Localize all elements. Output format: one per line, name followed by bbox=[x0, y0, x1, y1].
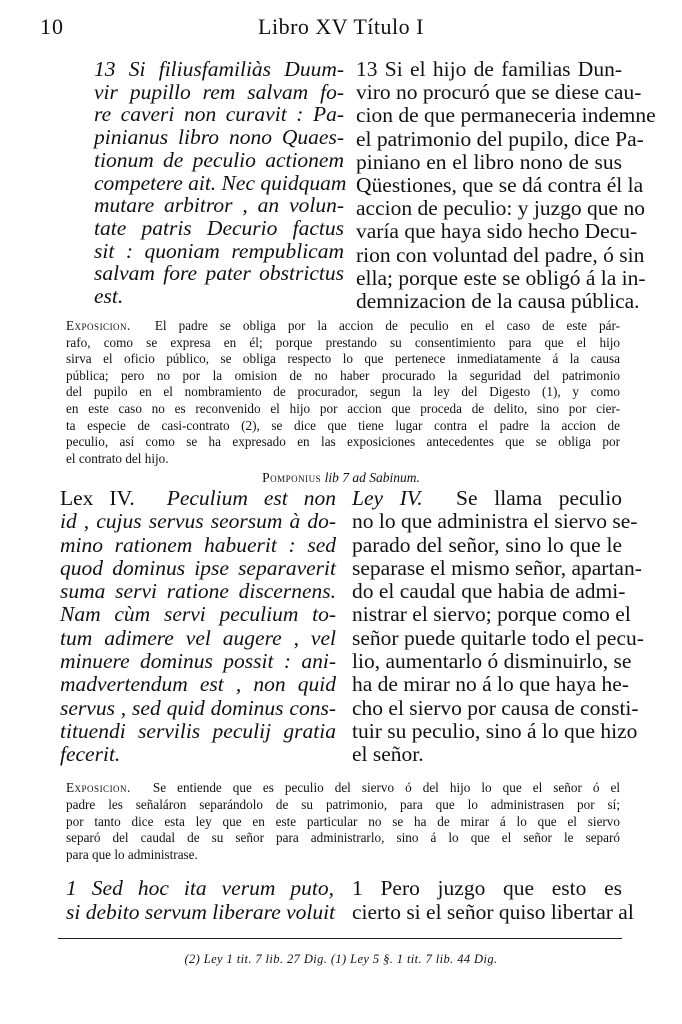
latin-line: est. bbox=[94, 284, 124, 309]
section-1-latin bbox=[66, 876, 334, 924]
spanish-line: cho el siervo por causa de consti- bbox=[352, 695, 639, 720]
exposition-line: separó del caudal de su señor para administrarlo, sino á lo que el señor le separó bbox=[66, 830, 620, 846]
spanish-line: Qüestiones, que se dá contra él la bbox=[356, 173, 644, 198]
spanish-line: ella; porque este se obligó á la in- bbox=[356, 265, 646, 290]
latin-line: quod dominus ipse separaverit bbox=[60, 555, 336, 580]
exposition-line: en este caso no es reconvenido el hijo por accion que proceda de delito, sino por cier- bbox=[66, 400, 620, 416]
latin-line: tionum de peculio actionem bbox=[94, 147, 344, 172]
latin-line: tate patris Decurio factus bbox=[94, 215, 344, 240]
spanish-line: lio, aumentarlo ó disminuirlo, se bbox=[352, 649, 632, 674]
exposition-line: rafo, como se expresa en él; porque prestando su consentimiento para que el hijo bbox=[66, 334, 620, 350]
spanish-line: varía que haya sido hecho Decu- bbox=[356, 219, 638, 244]
exposition-line: sirva el oficio público, se obliga respecto lo que pertenece inmediatamente á la causa bbox=[66, 351, 620, 367]
spanish-line: el señor. bbox=[352, 742, 424, 767]
running-title: Libro XV Título I bbox=[258, 14, 424, 39]
latin-line: servus , sed quid dominus cons- bbox=[60, 695, 336, 720]
latin-line: mino rationem habuerit : sed bbox=[60, 532, 336, 557]
exposition-lex-4 bbox=[66, 780, 620, 864]
spanish-line: 13 Si el hijo de familias Dun- bbox=[356, 57, 622, 81]
latin-line: tum adimere vel augere , vel bbox=[60, 625, 336, 650]
latin-line: salvam fore pater obstrictus bbox=[94, 261, 344, 286]
spanish-line: parado del señor, sino lo que le bbox=[352, 532, 622, 557]
exposition-line: del pupilo en el nombramiento de procurador, segun la ley del Digesto (1), y como bbox=[66, 384, 620, 400]
spanish-line: nistrar el siervo; porque como el bbox=[352, 602, 631, 627]
latin-line: re caveri non curavit : Pa- bbox=[94, 102, 344, 127]
section-1-spanish bbox=[352, 876, 634, 924]
exposition-13 bbox=[66, 318, 620, 467]
exposition-text: Se entiende que es peculio del siervo ó del hijo lo que el señor ó el bbox=[152, 780, 620, 795]
spanish-line: el patrimonio del pupilo, dice Pa- bbox=[356, 126, 644, 151]
spanish-line: do el caudal que habia de admi- bbox=[352, 579, 626, 604]
latin-line: sit : quoniam rempublicam bbox=[94, 238, 344, 263]
spanish-line: cion de que permaneceria indemne bbox=[356, 103, 656, 128]
spanish-line: señor puede quitarle todo el pecu- bbox=[352, 625, 644, 650]
section-13-spanish bbox=[356, 57, 656, 314]
section-13-latin bbox=[94, 57, 347, 309]
spanish-line: no lo que administra el siervo se- bbox=[352, 509, 638, 534]
footnote: (2) Ley 1 tit. 7 lib. 27 Dig. (1) Ley 5 §. 1 tit. 7 lib. 44 Dig. bbox=[184, 952, 498, 966]
exposition-line: por tanto dice esta ley que en este particular no se ha de mirar á lo que el siervo bbox=[66, 813, 620, 829]
exposition-line bbox=[66, 318, 620, 335]
exposition-line: para que lo administrase. bbox=[66, 847, 198, 863]
latin-line bbox=[60, 487, 336, 510]
spanish-line: demnizacion de la causa pública. bbox=[356, 289, 640, 314]
spanish-line: cierto si el señor quiso libertar al bbox=[352, 900, 634, 924]
lex-4-spanish bbox=[352, 486, 644, 767]
law-heading-spanish: Ley IV. bbox=[352, 486, 423, 510]
spanish-line: ha de mirar no á lo que haya he- bbox=[352, 672, 629, 697]
latin-line: minuere dominus possit : ani- bbox=[60, 649, 336, 674]
exposition-line: pública; pero no por la omision de no haber procurado la seguridad del patrimonio bbox=[66, 367, 620, 383]
page-number: 10 bbox=[40, 14, 64, 39]
latin-line: Nam cùm servi peculium to- bbox=[60, 602, 336, 627]
spanish-line: 1 Pero juzgo que esto es bbox=[352, 876, 622, 900]
lex-4-latin bbox=[60, 487, 336, 767]
exposition-text: El padre se obliga por la accion de peculio en el caso de este pár- bbox=[154, 318, 620, 333]
exposition-line bbox=[66, 780, 620, 797]
spanish-line: piniano en el libro nono de sus bbox=[356, 149, 622, 174]
spanish-text: Se llama peculio bbox=[456, 486, 622, 510]
latin-line: id , cujus servus seorsum à do- bbox=[60, 509, 336, 534]
latin-line: tituendi servilis peculij gratia bbox=[60, 718, 336, 743]
source-author: Pomponius bbox=[262, 470, 322, 485]
spanish-line: rion con voluntad del padre, ó sin bbox=[356, 242, 645, 267]
spanish-line: viro no procuró que se diese cau- bbox=[356, 80, 642, 105]
exposition-line: peculio, así como se ha expresado en las exposiciones antecedentes que se obliga por bbox=[66, 434, 620, 450]
spanish-line: accion de peculio: y juzgo que no bbox=[356, 196, 645, 221]
latin-line: suma servi ratione discernens. bbox=[60, 579, 336, 604]
exposition-line: el contrato del hijo. bbox=[66, 450, 169, 466]
exposition-line: ta especie de casi-contrato (2), se dice que tiene lugar contra el padre la accion de bbox=[66, 417, 620, 433]
latin-text: Peculium est non bbox=[166, 486, 337, 510]
latin-line: si debito servum liberare voluit bbox=[66, 900, 336, 924]
source-work: lib 7 ad Sabinum. bbox=[324, 470, 420, 485]
latin-line: fecerit. bbox=[60, 742, 121, 767]
latin-line: pinianus libro nono Quaes- bbox=[94, 125, 344, 150]
spanish-line: tuir su peculio, sino á lo que hizo bbox=[352, 718, 638, 743]
source-attribution bbox=[0, 470, 682, 486]
exposition-label: Exposicion. bbox=[66, 780, 131, 795]
latin-line: vir pupillo rem salvam fo- bbox=[94, 79, 344, 104]
latin-line: madvertendum est , non quid bbox=[60, 672, 336, 697]
latin-line: competere ait. Nec quidquam bbox=[94, 170, 347, 195]
footnote-divider bbox=[58, 938, 622, 939]
latin-line: 13 Si filiusfamiliàs Duum- bbox=[94, 57, 344, 81]
spanish-line bbox=[352, 487, 622, 510]
exposition-label: Exposicion. bbox=[66, 318, 131, 333]
spanish-line: separase el mismo señor, apartan- bbox=[352, 555, 642, 580]
latin-line: mutare arbitror , an volun- bbox=[94, 193, 344, 218]
law-heading-latin: Lex IV. bbox=[60, 486, 135, 510]
latin-line: 1 Sed hoc ita verum puto, bbox=[66, 876, 334, 900]
exposition-line: padre les señaláron separándolo de su patrimonio, para que lo administrasen por sí; bbox=[66, 796, 620, 812]
